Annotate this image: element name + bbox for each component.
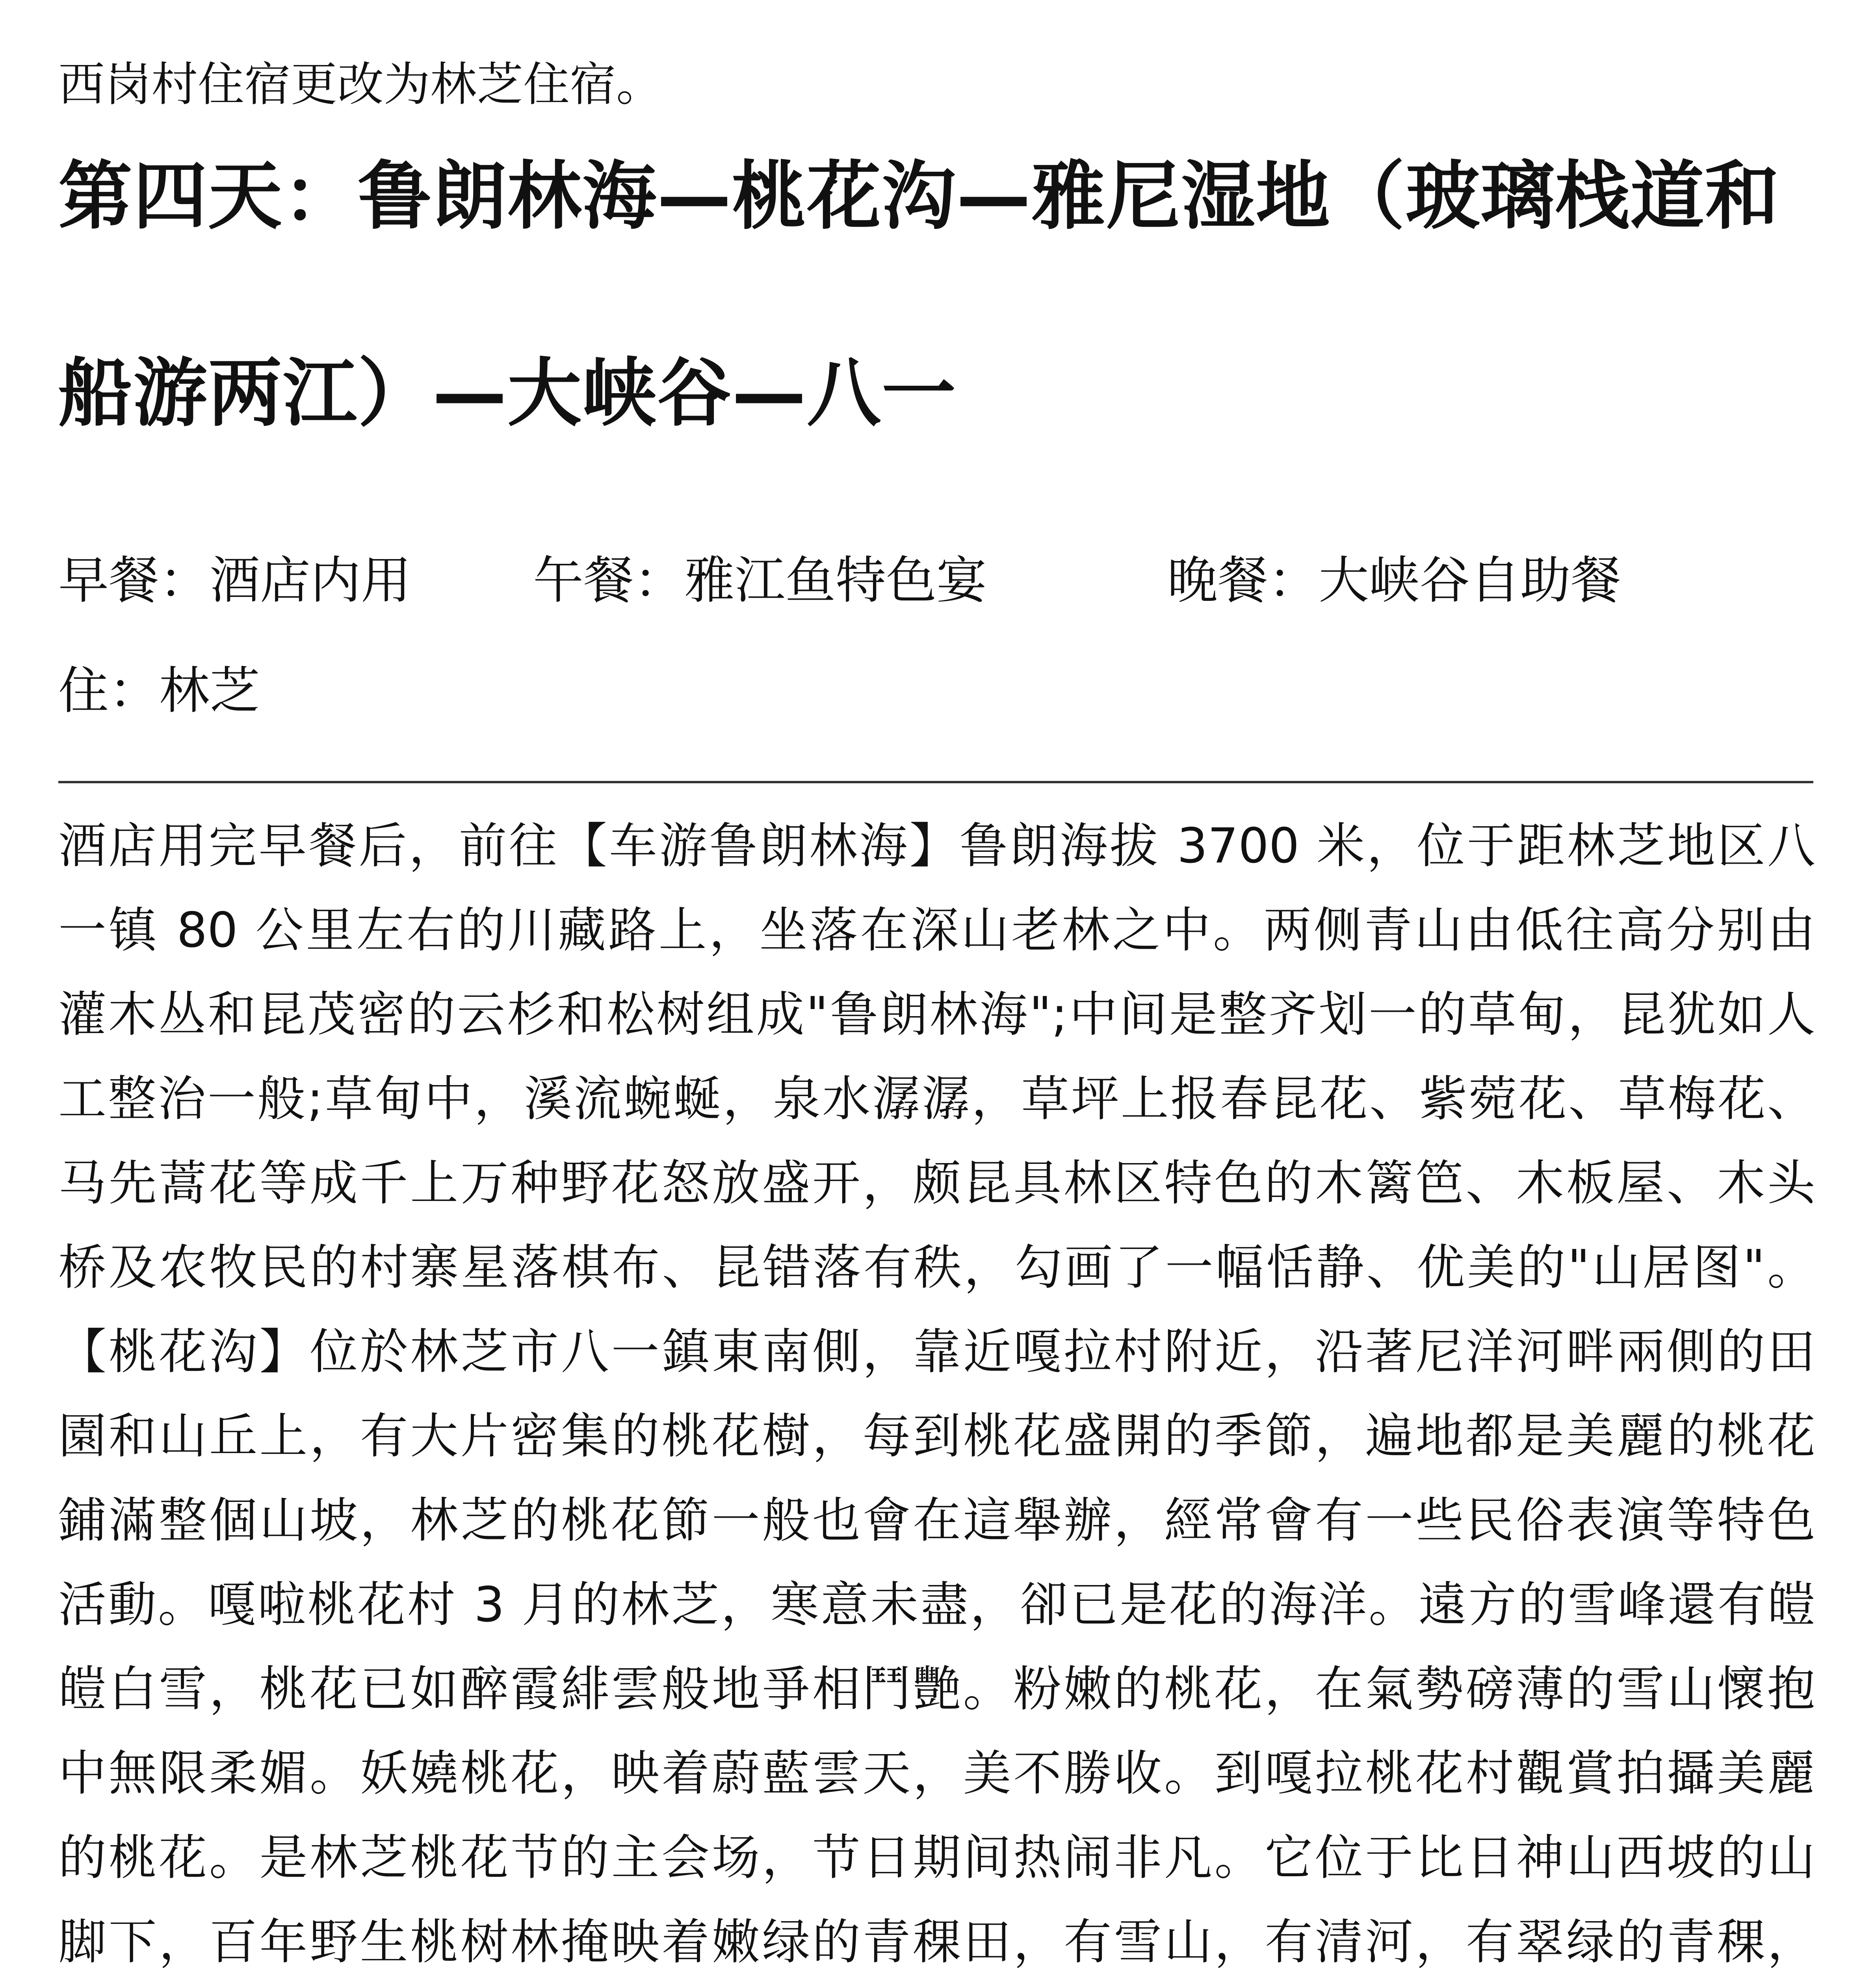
body-line: 【桃花沟】位於林芝市八一鎮東南側，靠近嘎拉村附近，沿著尼洋河畔兩側的田 bbox=[58, 1324, 1815, 1380]
section-divider bbox=[58, 781, 1813, 783]
meals-row bbox=[58, 540, 1811, 610]
lodging-info: 住：林芝 bbox=[58, 662, 260, 720]
body-line: 活動。嘎啦桃花村 3 月的林芝，寒意未盡，卻已是花的海洋。遠方的雪峰還有皚 bbox=[58, 1577, 1815, 1633]
body-line: 工整治一般;草甸中，溪流蜿蜒，泉水潺潺，草坪上报春昆花、紫菀花、草梅花、 bbox=[58, 1071, 1815, 1127]
meal-lunch: 午餐：雅江鱼特色宴 bbox=[533, 551, 987, 610]
day-heading-line-2: 船游两江）—大峡谷—八一 bbox=[58, 350, 957, 437]
body-line: 脚下，百年野生桃树林掩映着嫩绿的青稞田，有雪山，有清河，有翠绿的青稞， bbox=[58, 1914, 1815, 1970]
body-line: 一镇 80 公里左右的川藏路上，坐落在深山老林之中。两侧青山由低往高分别由 bbox=[58, 902, 1815, 958]
meal-dinner: 晚餐：大峡谷自助餐 bbox=[1167, 551, 1622, 610]
itinerary-body bbox=[58, 804, 1815, 1970]
body-line: 鋪滿整個山坡，林芝的桃花節一般也會在這舉辦，經常會有一些民俗表演等特色 bbox=[58, 1492, 1815, 1548]
body-line: 中無限柔媚。妖嬈桃花，映着蔚藍雲天，美不勝收。到嘎拉桃花村觀賞拍攝美麗 bbox=[58, 1745, 1815, 1801]
body-line: 園和山丘上，有大片密集的桃花樹，每到桃花盛開的季節，遍地都是美麗的桃花 bbox=[58, 1408, 1815, 1464]
body-line: 灌木丛和昆茂密的云杉和松树组成"鲁朗林海";中间是整齐划一的草甸，昆犹如人 bbox=[58, 987, 1815, 1043]
body-line: 皚白雪，桃花已如醉霞緋雲般地爭相鬥艷。粉嫩的桃花，在氣勢磅薄的雪山懷抱 bbox=[58, 1661, 1815, 1717]
day-heading-line-1: 第四天：鲁朗林海—桃花沟—雅尼湿地（玻璃栈道和 bbox=[58, 153, 1780, 240]
body-line: 马先蒿花等成千上万种野花怒放盛开，颇昆具林区特色的木篱笆、木板屋、木头 bbox=[58, 1155, 1815, 1211]
meal-breakfast: 早餐：酒店内用 bbox=[58, 551, 412, 610]
body-line: 酒店用完早餐后，前往【车游鲁朗林海】鲁朗海拔 3700 米，位于距林芝地区八 bbox=[58, 818, 1815, 874]
body-line: 的桃花。是林芝桃花节的主会场，节日期间热闹非凡。它位于比日神山西坡的山 bbox=[58, 1830, 1815, 1886]
body-line: 桥及农牧民的村寨星落棋布、昆错落有秩，勾画了一幅恬静、优美的"山居图"。 bbox=[58, 1240, 1815, 1295]
intro-note: 西岗村住宿更改为林芝住宿。 bbox=[58, 57, 663, 112]
